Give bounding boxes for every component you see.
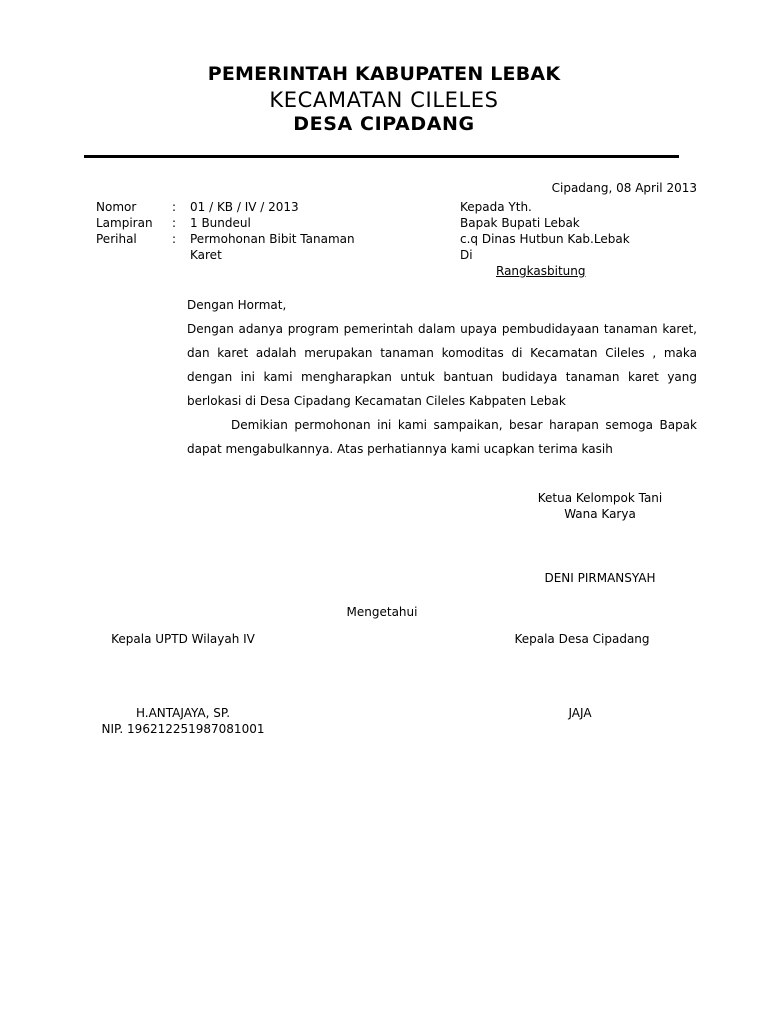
letterhead-district: KECAMATAN CILELES — [269, 88, 499, 112]
meta-colon: : — [172, 216, 177, 230]
addressee-city: Rangkasbitung — [496, 264, 586, 278]
addressee-line: Di — [460, 248, 473, 262]
left-signer-nip: NIP. 196212251987081001 — [101, 722, 265, 736]
meta-colon: : — [172, 232, 177, 246]
left-signer-title: Kepala UPTD Wilayah IV — [111, 632, 255, 646]
meta-value-continuation: Karet — [190, 248, 222, 262]
meta-row-continuation — [96, 247, 396, 263]
greeting: Dengan Hormat, — [187, 298, 287, 312]
right-signer-title: Kepala Desa Cipadang — [514, 632, 650, 646]
meta-value: Permohonan Bibit Tanaman — [190, 232, 355, 246]
letter-date: Cipadang, 08 April 2013 — [551, 181, 697, 195]
addressee-line: Kepada Yth. — [460, 200, 532, 214]
letterhead-village: DESA CIPADANG — [293, 113, 475, 135]
letterhead-divider — [84, 155, 679, 158]
left-signer — [96, 705, 270, 737]
addressee-line: c.q Dinas Hutbun Kab.Lebak — [460, 232, 630, 246]
meta-value: 01 / KB / IV / 2013 — [190, 200, 299, 214]
letter-body — [187, 317, 697, 461]
meta-colon: : — [172, 200, 177, 214]
right-signer-name: JAJA — [568, 706, 592, 720]
addressee-block — [460, 199, 700, 263]
meta-row-lampiran — [96, 215, 396, 231]
letterhead-government: PEMERINTAH KABUPATEN LEBAK — [207, 63, 561, 85]
body-paragraph-1: Dengan adanya program pemerintah dalam upaya pembudidayaan tanaman karet, dan karet adalah merupakan tanaman komoditas di Kecamatan Cileles , maka dengan ini kami mengharapkan untuk bantuan budidaya tanaman karet yang berlokasi di Desa Cipadang Kecamatan Cileles Kabpaten Lebak — [187, 322, 697, 408]
ketua-title: Ketua Kelompok Tani — [537, 491, 663, 505]
meta-label: Perihal — [96, 232, 137, 246]
meta-row-nomor — [96, 199, 396, 215]
ketua-org: Wana Karya — [564, 507, 636, 521]
signature-ketua — [520, 490, 680, 522]
mengetahui-label: Mengetahui — [346, 605, 418, 619]
left-signer-name: H.ANTAJAYA, SP. — [135, 706, 231, 720]
letter-meta — [96, 199, 396, 263]
addressee-line: Bapak Bupati Lebak — [460, 216, 580, 230]
meta-label: Lampiran — [96, 216, 153, 230]
meta-row-perihal — [96, 231, 396, 247]
meta-value: 1 Bundeul — [190, 216, 251, 230]
ketua-name: DENI PIRMANSYAH — [544, 571, 656, 585]
meta-label: Nomor — [96, 200, 137, 214]
body-paragraph-2: Demikian permohonan ini kami sampaikan, besar harapan semoga Bapak dapat mengabulkannya. Atas perhatiannya kami ucapkan terima kasih — [187, 418, 697, 456]
